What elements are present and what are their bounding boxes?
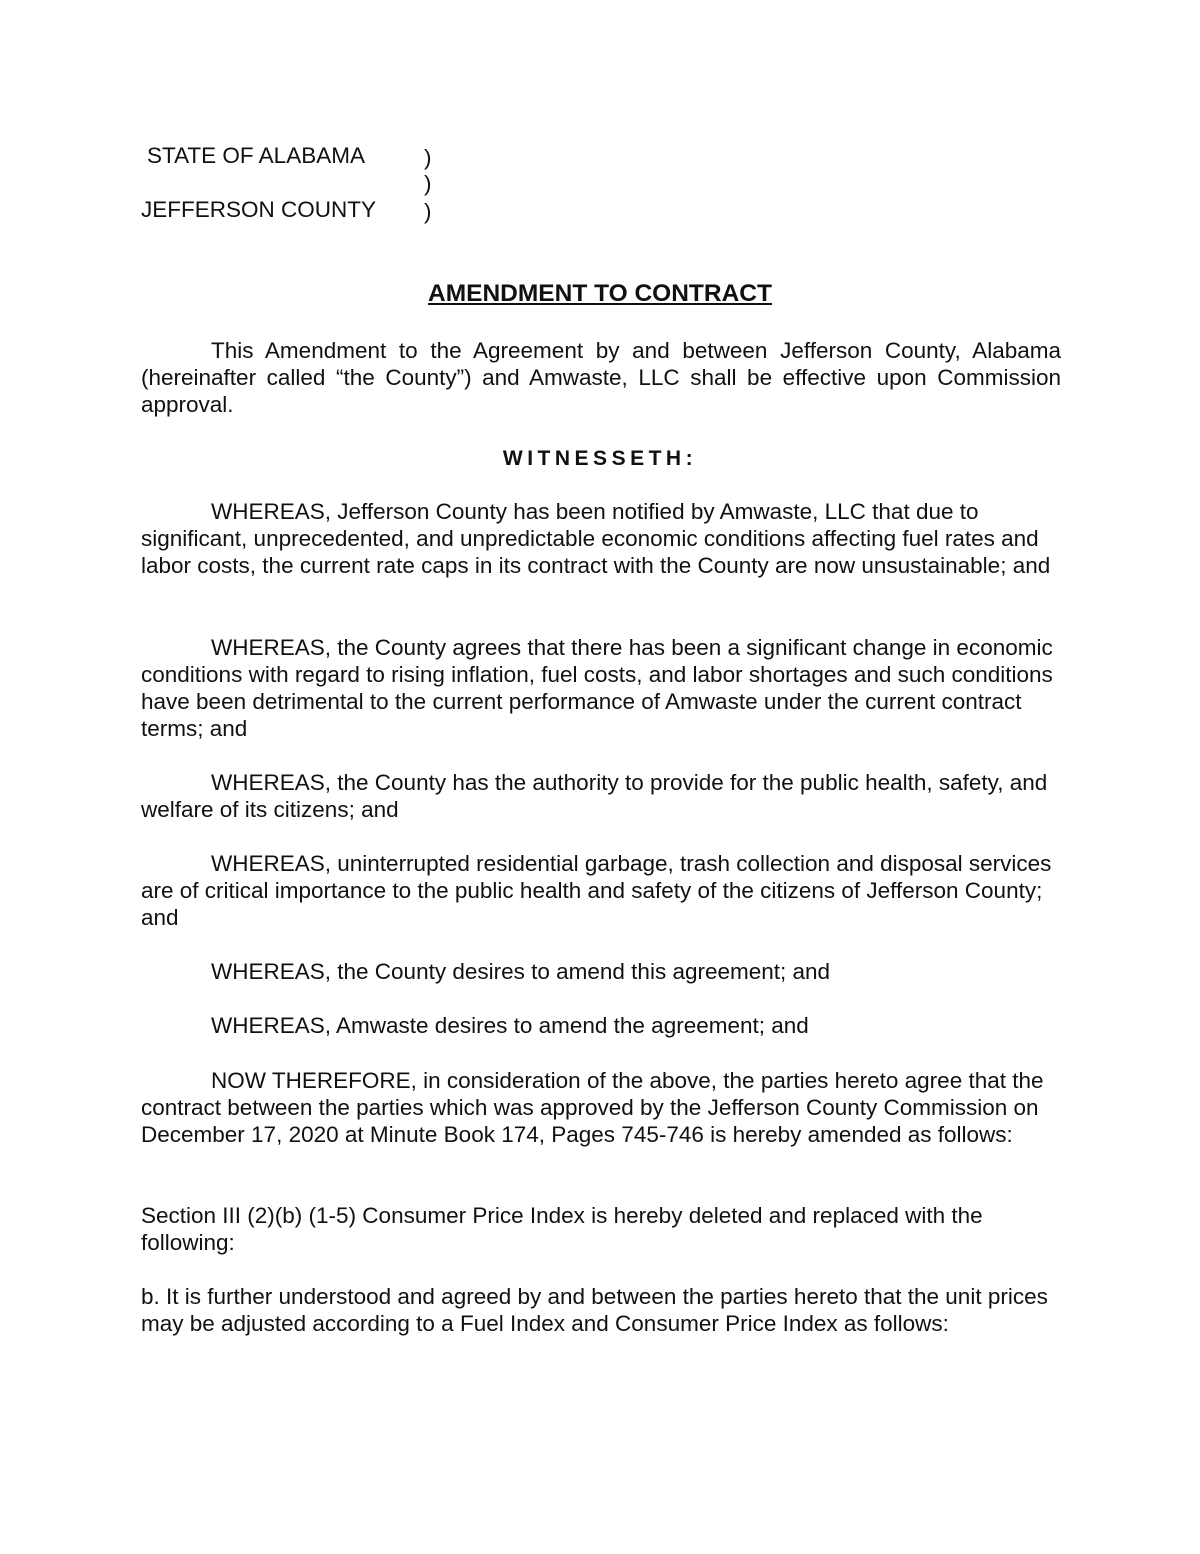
whereas-clause: WHEREAS, the County desires to amend this agreement; and xyxy=(211,959,831,984)
document-title: AMENDMENT TO CONTRACT xyxy=(428,280,772,307)
whereas-clause: WHEREAS, Amwaste desires to amend the agreement; and xyxy=(211,1013,809,1038)
whereas-clause: WHEREAS, the County agrees that there has been a significant change in economic conditions with regard to rising inflation, fuel costs, and labor shortages and such conditions have been detrimental to the current performance of Amwaste under the current contract terms; and xyxy=(141,635,1053,741)
now-therefore-clause: NOW THEREFORE, in consideration of the above, the parties hereto agree that the contract between the parties which was approved by the Jefferson County Commission on December 17, 2020 at Minute Book 174, Pages 745-746 is hereby amended as follows: xyxy=(141,1068,1044,1147)
clause-b-paragraph: b. It is further understood and agreed by and between the parties hereto that the unit prices may be adjusted according to a Fuel Index and Consumer Price Index as follows: xyxy=(141,1284,1048,1336)
whereas-clause: WHEREAS, Jefferson County has been notified by Amwaste, LLC that due to significant, unprecedented, and unpredictable economic conditions affecting fuel rates and labor costs, the current rate caps in its contract with the County are now unsustainable; and xyxy=(141,499,1051,578)
whereas-clause: WHEREAS, uninterrupted residential garbage, trash collection and disposal services are of critical importance to the public health and safety of the citizens of Jefferson County; and xyxy=(141,851,1052,930)
caption-paren: ) xyxy=(424,171,432,196)
witnesseth-heading: WITNESSETH: xyxy=(502,447,698,470)
intro-paragraph: This Amendment to the Agreement by and between Jefferson County, Alabama (hereinafter called “the County”) and Amwaste, LLC shall be effective upon Commission approval. xyxy=(141,338,1061,417)
caption-paren: ) xyxy=(424,145,432,170)
whereas-clause: WHEREAS, the County has the authority to provide for the public health, safety, and welfare of its citizens; and xyxy=(141,770,1048,822)
caption-county: JEFFERSON COUNTY xyxy=(141,197,377,222)
section-paragraph: Section III (2)(b) (1-5) Consumer Price Index is hereby deleted and replaced with the following: xyxy=(141,1203,983,1255)
caption-state: STATE OF ALABAMA xyxy=(147,143,365,168)
caption-paren: ) xyxy=(424,199,432,224)
